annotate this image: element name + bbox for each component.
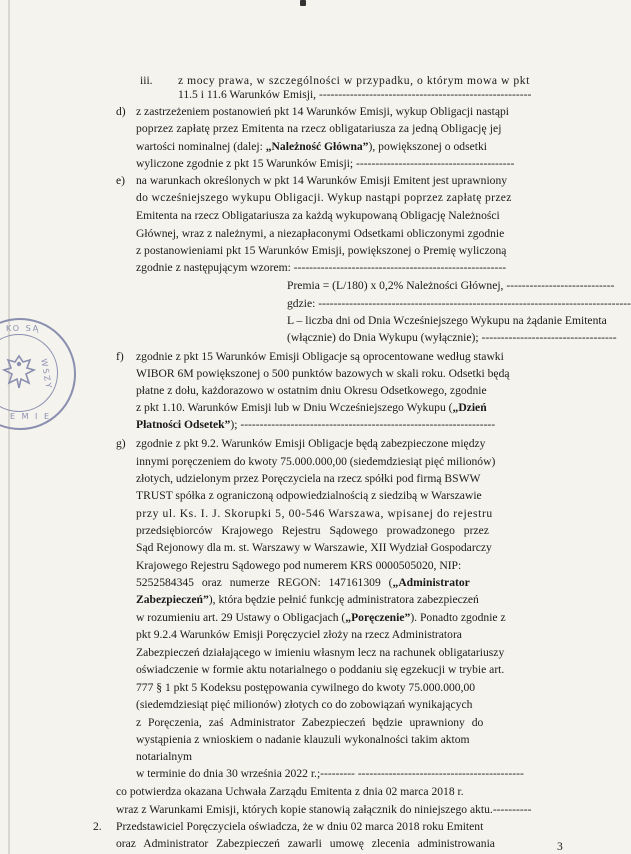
item-d-line-3 [136,140,564,154]
defined-term-administrator: „Administrator [392,576,470,589]
page-number: 3 [557,840,563,853]
item-f-line-4-text: z pkt 1.10. Warunków Emisji lub w Dniu Wcześniejszego Wykupu ( [136,401,453,414]
item-e-line-2: do wcześniejszego wykupu Obligacji. Wykup nastąpi poprzez zapłatę przez [136,191,512,204]
item-g-line-16: (siedemdziesiąt pięć milionów) złotych co do zobowiązań wynikających [136,698,473,711]
item-f-line-5 [136,418,564,432]
list-marker-f: f) [116,350,124,363]
formula-variable-definition-1: L – liczba dni od Dnia Wcześniejszego Wykupu na żądanie Emitenta [287,314,607,327]
item-g-line-19: notarialnym [136,750,193,763]
point-2-line-2: oraz Administrator Zabezpieczeń zawarli umowę zlecenia administrowania [116,837,495,850]
item-iii-line-2: 11.5 i 11.6 Warunków Emisji, ------------------------------------------------------- [178,88,532,101]
item-g-line-11-rest: ). Ponadto zgodnie z [410,611,506,624]
formula-variable-definition-2: (włącznie) do Dnia Wykupu (wyłącznie); ----------------------------------- [287,331,617,344]
item-g-line-6: przedsiębiorców Krajowego Rejestru Sądowego prowadzonego przez [136,524,489,537]
item-g-line-10-rest: ), która będzie pełnić funkcję administratora zabezpieczeń [208,593,479,606]
list-marker-2: 2. [93,820,102,833]
defined-term-naleznosc-glowna: „Należność Główna” [265,140,369,153]
item-g-line-9 [136,576,564,590]
formula-where-label: gdzie: --------------------------------------------------------------------------------- [287,297,631,310]
defined-term-dzien: „Dzień [452,401,487,414]
item-d-line-3-text: wartości nominalnej (dalej: [136,140,266,153]
seal-bottom-text: E M I E [10,412,51,421]
item-g-line-17: z Poręczenia, zaś Administrator Zabezpieczeń będzie uprawniony do [136,716,484,729]
item-f-line-5-rest: ); ------------------------------------------------------------------ [230,418,496,431]
item-e-line-6: zgodnie z następującym wzorem: ------------------------------------------------------- [136,261,507,274]
item-f-line-2: WIBOR 6M powiększonej o 500 punktów bazowych w skali roku. Odsetki będą [136,367,510,380]
eagle-emblem-icon [0,350,42,396]
item-g-line-14: oświadczenie w formie aktu notarialnego o poddaniu się egzekucji w trybie art. [136,663,505,676]
item-f-line-3: płatne z dołu, każdorazowo w ostatnim dniu Okresu Odsetkowego, zgodnie [136,384,487,397]
item-g-line-8: Krajowego Rejestru Sądowego pod numerem KRS 0000505020, NIP: [136,559,462,572]
list-marker-g: g) [116,437,126,450]
binding-mark [300,0,306,6]
seal-top-text: KO SĄ [6,324,41,333]
confirmation-paragraph-line-2: wraz z Warunkami Emisji, których kopie stanowią załącznik do niniejszego aktu.---------- [116,803,532,816]
item-e-line-4: Głównej, wraz z należnymi, a niezapłaconymi Odsetkami obliczonymi zgodnie [136,227,505,240]
item-g-line-2: innymi poręczeniem do kwoty 75.000.000,00 (siedemdziesiąt pięć milionów) [136,455,496,468]
item-g-line-5: przy ul. Ks. I. J. Skorupki 5, 00-546 Warszawa, wpisanej do rejestru [136,507,493,520]
item-f-line-4 [136,401,564,415]
item-e-line-1: na warunkach określonych w pkt 14 Warunków Emisji Emitent jest uprawniony [136,174,508,187]
item-e-line-5: z postanowieniami pkt 15 Warunków Emisji, powiększonej o Premię wyliczoną [136,244,507,257]
item-g-line-13: Zabezpieczeń działającego w imieniu własnym lecz na rachunek obligatariuszy [136,646,505,659]
defined-term-zabezpieczen: Zabezpieczeń” [136,593,209,606]
item-g-line-3: złotych, udzielonym przez Poręczyciela na rzecz spółki pod firmą BSWW [136,472,481,485]
item-d-line-4: wyliczone zgodnie z pkt 15 Warunków Emisji; ----------------------------------------- [136,157,515,170]
item-g-line-11-text: w rozumieniu art. 29 Ustawy o Obligacjach ( [136,611,346,624]
seal-right-text: WSZY [39,358,54,391]
item-d-line-3-rest: ), powiększonej o odsetki [368,140,487,153]
item-g-line-20: w terminie do dnia 30 września 2022 r.;--------- ------------------------------------------- [136,767,524,780]
item-g-line-9-text: 5252584345 oraz numerze REGON: 147161309 ( [136,576,393,589]
list-marker-e: e) [116,174,126,187]
point-2-line-1: Przedstawiciel Poręczyciela oświadcza, że w dniu 02 marca 2018 roku Emitent [116,820,484,833]
item-d-line-1: z zastrzeżeniem postanowień pkt 14 Warunków Emisji, wykup Obligacji nastąpi [136,105,509,118]
item-g-line-10 [136,593,564,607]
defined-term-platnosci-odsetek: Płatności Odsetek” [136,418,231,431]
item-iii-line-1: z mocy prawa, w szczególności w przypadku, o którym mowa w pkt [178,74,530,87]
item-g-line-12: pkt 9.2.4 Warunków Emisji Poręczyciel złoży na rzecz Administratora [136,628,462,641]
item-g-line-18: wystąpienia z wnioskiem o nadanie klauzuli wykonalności takim aktom [136,733,470,746]
list-marker-d: d) [116,105,126,118]
premium-formula: Premia = (L/180) x 0,2% Należności Głównej, ---------------------------- [287,279,615,292]
item-g-line-1: zgodnie z pkt 9.2. Warunków Emisji Obligacje będą zabezpieczone między [136,437,486,450]
item-g-line-7: Sąd Rejonowy dla m. st. Warszawy w Warszawie, XII Wydział Gospodarczy [136,541,492,554]
item-g-line-4: TRUST spółka z ograniczoną odpowiedzialnością z siedzibą w Warszawie [136,489,482,502]
defined-term-poreczenie: „Poręczenie” [345,611,411,624]
item-f-line-1: zgodnie z pkt 15 Warunków Emisji Obligacje są oprocentowane według stawki [136,350,504,363]
item-e-line-3: Emitenta na rzecz Obligatariusza za każdą wykupowaną Obligację Należności [136,209,500,222]
list-marker-iii: iii. [140,74,153,87]
confirmation-paragraph-line-1: co potwierdza okazana Uchwała Zarządu Emitenta z dnia 02 marca 2018 r. [116,785,464,798]
item-g-line-15: 777 § 1 pkt 5 Kodeksu postępowania cywilnego do kwoty 75.000.000,00 [136,681,476,694]
notary-seal [0,318,76,430]
item-g-line-11 [136,611,564,625]
item-d-line-2: poprzez zapłatę przez Emitenta na rzecz obligatariusza za jedną Obligację jej [136,122,502,135]
